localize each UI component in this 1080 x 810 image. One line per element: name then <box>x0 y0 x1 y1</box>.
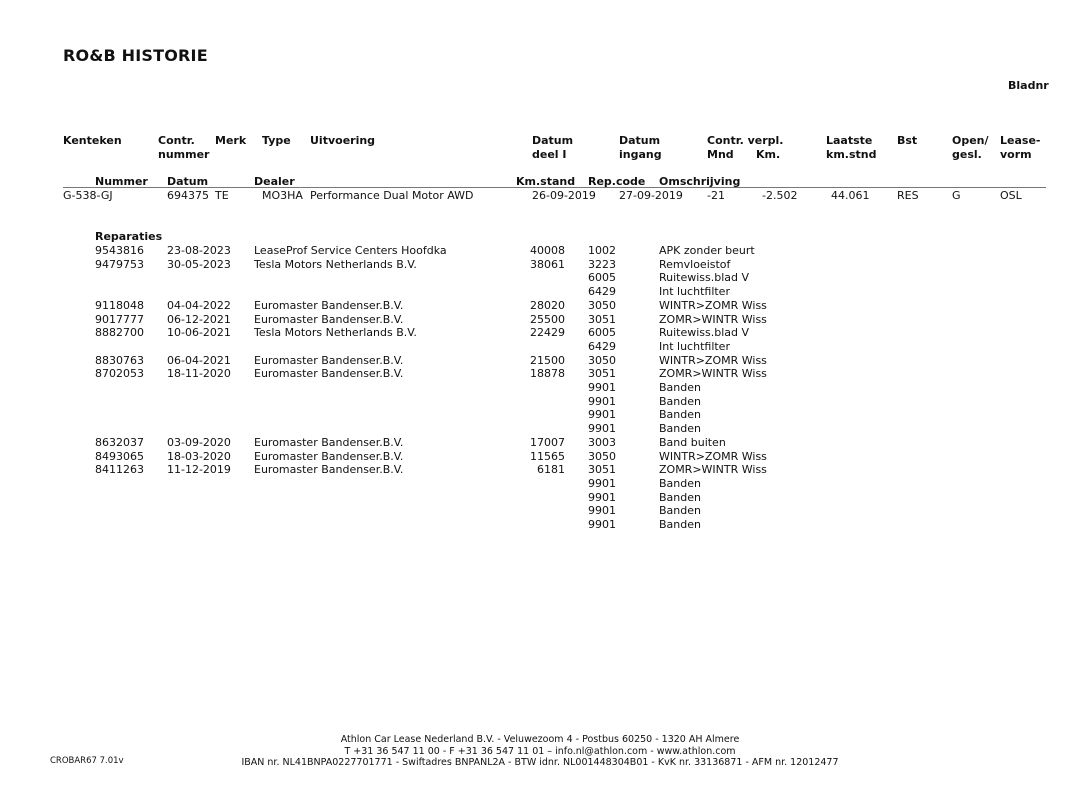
header-divider <box>63 187 1046 188</box>
vehicle-km: -2.502 <box>762 189 798 202</box>
repair-omschrijving: Banden <box>659 476 701 490</box>
repair-code: 9901 <box>588 394 616 408</box>
header-mnd: Mnd <box>707 147 734 161</box>
repair-dealer: Euromaster Bandenser.B.V. <box>254 353 404 367</box>
repair-omschrijving: Banden <box>659 490 701 504</box>
vehicle-merk: TE <box>215 189 229 202</box>
repair-datum: 03-09-2020 <box>167 435 231 449</box>
repair-code: 3003 <box>588 435 616 449</box>
subheader-omschrijving: Omschrijving <box>659 175 741 188</box>
repair-code: 1002 <box>588 244 616 257</box>
repair-omschrijving: Band buiten <box>659 435 726 449</box>
subheader-datum: Datum <box>167 175 209 188</box>
repair-nummer: 8702053 <box>95 367 144 381</box>
repair-dealer: Euromaster Bandenser.B.V. <box>254 312 404 326</box>
repair-omschrijving: Remvloeistof <box>659 257 731 271</box>
vehicle-mnd: -21 <box>707 189 725 202</box>
repair-code: 9901 <box>588 504 616 518</box>
vehicle-uitvoering: Performance Dual Motor AWD <box>310 189 474 202</box>
repair-code: 3223 <box>588 257 616 271</box>
repair-km: 40008 <box>530 244 565 257</box>
repair-datum: 23-08-2023 <box>167 244 231 257</box>
header-datum-ingang: Datum ingang <box>619 134 662 161</box>
repair-km: 18878 <box>530 367 565 381</box>
header-km: Km. <box>756 147 781 161</box>
repair-dealer: Euromaster Bandenser.B.V. <box>254 463 404 477</box>
header-datum-deel-1: Datum deel I <box>532 134 574 161</box>
repair-nummer: 8632037 <box>95 435 144 449</box>
repair-dealer: LeaseProf Service Centers Hoofdka <box>254 244 447 257</box>
header-uitvoering: Uitvoering <box>310 134 376 147</box>
subheader-rep-code: Rep.code <box>588 175 646 188</box>
form-code: CROBAR67 7.01v <box>50 756 124 766</box>
repair-omschrijving: Banden <box>659 394 701 408</box>
repair-code: 9901 <box>588 408 616 422</box>
repair-nummer: 8830763 <box>95 353 144 367</box>
repair-omschrijving: ZOMR>WINTR Wiss <box>659 463 767 477</box>
repair-omschrijving: Banden <box>659 518 701 531</box>
repair-omschrijving: Banden <box>659 422 701 436</box>
repair-dealer: Tesla Motors Netherlands B.V. <box>254 257 417 271</box>
vehicle-kenteken: G-538-GJ <box>63 189 113 202</box>
header-open-gesl: Open/ gesl. <box>952 134 989 161</box>
repair-omschrijving: ZOMR>WINTR Wiss <box>659 312 767 326</box>
footer-contact: T +31 36 547 11 00 - F +31 36 547 11 01 – info.nl@athlon.com - www.athlon.com <box>344 745 736 757</box>
repair-datum: 06-12-2021 <box>167 312 231 326</box>
repair-datum: 10-06-2021 <box>167 326 231 340</box>
repair-code: 3050 <box>588 298 616 312</box>
repair-dealer: Tesla Motors Netherlands B.V. <box>254 326 417 340</box>
repair-km: 38061 <box>530 257 565 271</box>
header-contr-verpl: Contr. verpl. <box>707 134 784 147</box>
repair-code: 9901 <box>588 490 616 504</box>
repair-datum: 18-11-2020 <box>167 367 231 381</box>
repair-km: 21500 <box>530 353 565 367</box>
subheader-dealer: Dealer <box>254 175 295 188</box>
vehicle-bst: RES <box>897 189 919 202</box>
repair-dealer: Euromaster Bandenser.B.V. <box>254 435 404 449</box>
repair-nummer: 9543816 <box>95 244 144 257</box>
repair-code: 6429 <box>588 339 616 353</box>
repair-code: 6429 <box>588 285 616 299</box>
repair-datum: 30-05-2023 <box>167 257 231 271</box>
repair-omschrijving: WINTR>ZOMR Wiss <box>659 449 767 463</box>
repair-km: 11565 <box>530 449 565 463</box>
repair-omschrijving: Banden <box>659 408 701 422</box>
header-merk: Merk <box>215 134 247 147</box>
page-title: RO&B HISTORIE <box>63 46 208 65</box>
repairs-section-label: Reparaties <box>95 230 163 243</box>
subheader-nummer: Nummer <box>95 175 148 188</box>
repair-nummer: 9017777 <box>95 312 144 326</box>
repair-code: 9901 <box>588 476 616 490</box>
repair-code: 3051 <box>588 463 616 477</box>
repair-code: 9901 <box>588 422 616 436</box>
repair-nummer: 8493065 <box>95 449 144 463</box>
repair-code: 3050 <box>588 449 616 463</box>
header-kenteken: Kenteken <box>63 134 122 147</box>
repair-omschrijving: Banden <box>659 381 701 394</box>
vehicle-datum-deel-1: 26-09-2019 <box>532 189 596 202</box>
repair-omschrijving: ZOMR>WINTR Wiss <box>659 367 767 381</box>
footer-registration: IBAN nr. NL41BNPA0227701771 - Swiftadres BNPANL2A - BTW idnr. NL001448304B01 - KvK nr. 33136871 - AFM nr. 12012477 <box>241 757 839 768</box>
repair-datum: 04-04-2022 <box>167 298 231 312</box>
header-bst: Bst <box>897 134 918 147</box>
repair-km: 28020 <box>530 298 565 312</box>
vehicle-lease-vorm: OSL <box>1000 189 1022 202</box>
header-laatste-km-stnd: Laatste km.stnd <box>826 134 877 161</box>
page-number-label: Bladnr <box>1008 79 1049 92</box>
repair-km: 22429 <box>530 326 565 340</box>
repair-nummer: 8882700 <box>95 326 144 340</box>
repair-km: 17007 <box>530 435 565 449</box>
repair-omschrijving: WINTR>ZOMR Wiss <box>659 353 767 367</box>
repair-omschrijving: Int luchtfilter <box>659 285 730 299</box>
header-contr-nummer: Contr. nummer <box>158 134 210 161</box>
vehicle-contract: 694375 <box>167 189 209 202</box>
repair-datum: 11-12-2019 <box>167 463 231 477</box>
repair-km: 25500 <box>530 312 565 326</box>
repair-code: 3050 <box>588 353 616 367</box>
repair-nummer: 9479753 <box>95 257 144 271</box>
repair-code: 9901 <box>588 381 616 394</box>
repair-nummer: 8411263 <box>95 463 144 477</box>
repair-omschrijving: Ruitewiss.blad V <box>659 326 750 340</box>
repair-code: 3051 <box>588 312 616 326</box>
repair-omschrijving: WINTR>ZOMR Wiss <box>659 298 767 312</box>
repair-km: 6181 <box>537 463 565 477</box>
repair-code: 6005 <box>588 271 616 285</box>
repair-dealer: Euromaster Bandenser.B.V. <box>254 298 404 312</box>
repair-dealer: Euromaster Bandenser.B.V. <box>254 367 404 381</box>
subheader-km-stand: Km.stand <box>516 175 576 188</box>
header-lease-vorm: Lease- vorm <box>1000 134 1041 161</box>
repair-omschrijving: Banden <box>659 504 701 518</box>
vehicle-datum-ingang: 27-09-2019 <box>619 189 683 202</box>
repair-code: 6005 <box>588 326 616 340</box>
header-type: Type <box>262 134 291 147</box>
vehicle-type: MO3HA <box>262 189 303 202</box>
repair-datum: 18-03-2020 <box>167 449 231 463</box>
repair-datum: 06-04-2021 <box>167 353 231 367</box>
repair-dealer: Euromaster Bandenser.B.V. <box>254 449 404 463</box>
footer-address: Athlon Car Lease Nederland B.V. - Veluwezoom 4 - Postbus 60250 - 1320 AH Almere <box>340 734 740 745</box>
repair-code: 3051 <box>588 367 616 381</box>
repair-omschrijving: Ruitewiss.blad V <box>659 271 750 285</box>
repair-omschrijving: APK zonder beurt <box>659 244 755 257</box>
vehicle-laatste-km: 44.061 <box>831 189 870 202</box>
vehicle-open-gesl: G <box>952 189 961 202</box>
repair-code: 9901 <box>588 518 616 531</box>
repair-omschrijving: Int luchtfilter <box>659 339 730 353</box>
repair-nummer: 9118048 <box>95 298 144 312</box>
